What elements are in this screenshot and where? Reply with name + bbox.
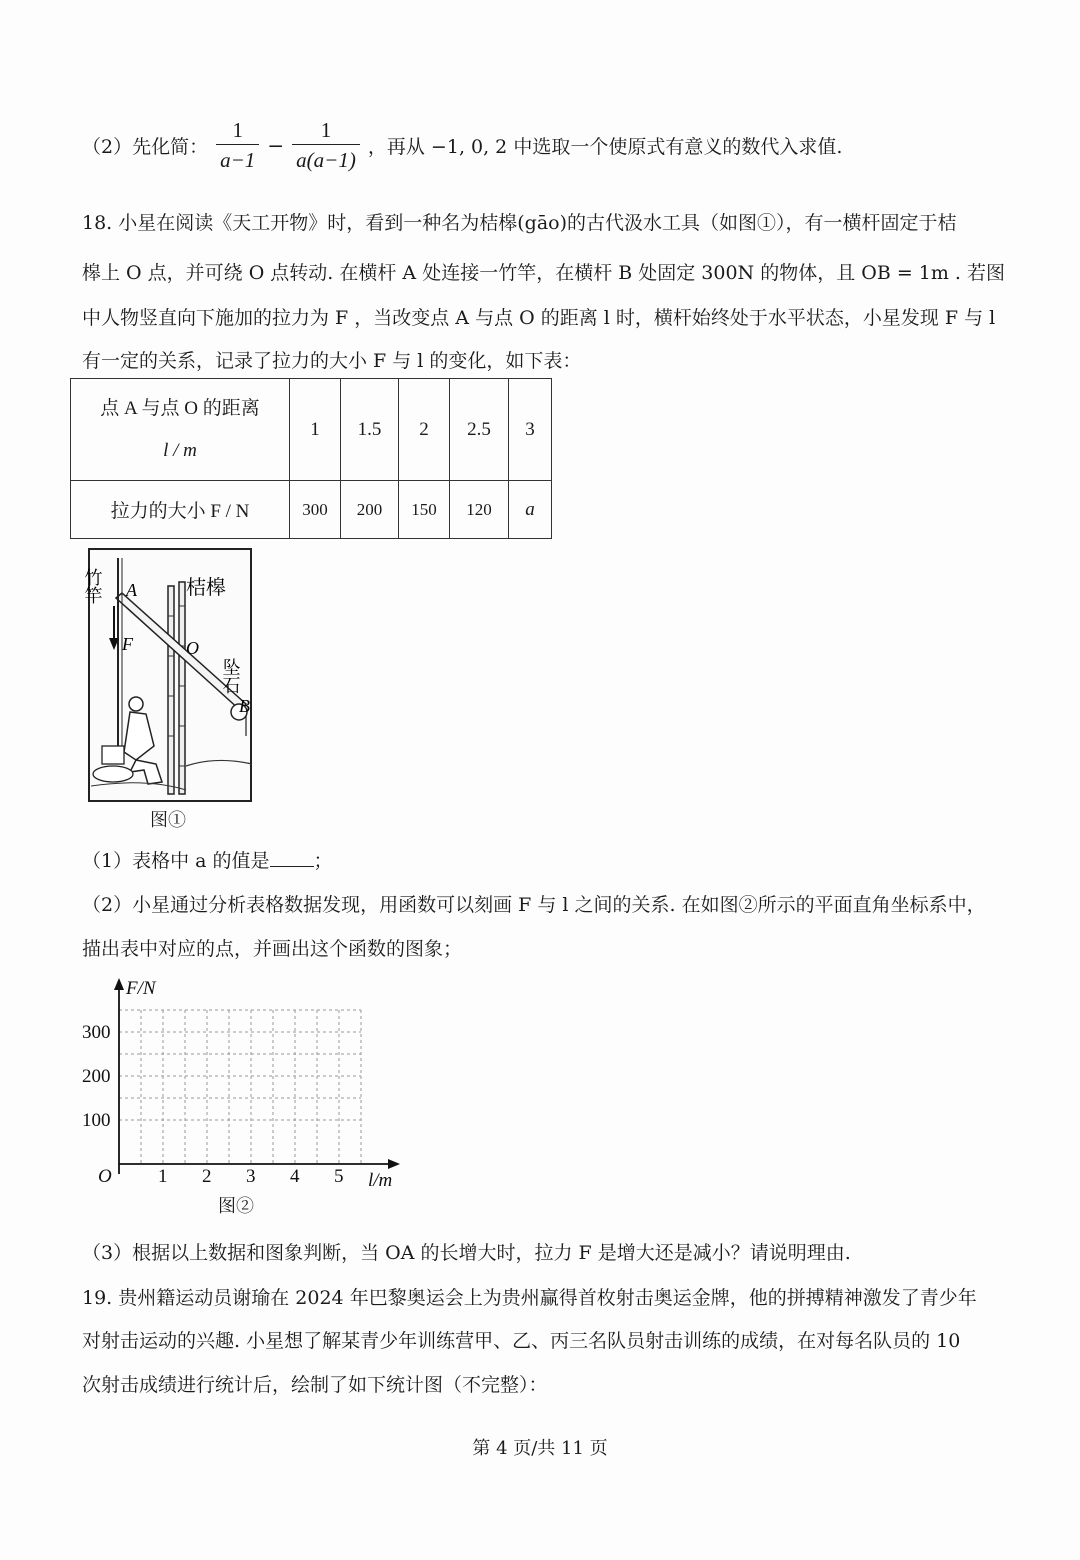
x-tick-label: 3: [246, 1166, 256, 1187]
q18-line-3: 中人物竖直向下施加的拉力为 F ，当改变点 A 与点 O 的距离 l 时，横杆始终处于水平状态，小星发现 F 与 l: [82, 307, 996, 329]
q17-part2: [82, 116, 842, 175]
table-cell: 150: [399, 481, 450, 539]
answer-blank: [270, 848, 314, 867]
origin-label: O: [98, 1166, 112, 1187]
table-row: [71, 481, 552, 539]
page-number: 第 4 页/共 11 页: [472, 1438, 608, 1459]
table-cell: a: [509, 481, 552, 539]
table-cell: 1: [290, 379, 341, 481]
q17-suffix: ，再从 −1, 0, 2 中选取一个使原式有意义的数代入求值.: [367, 136, 843, 158]
y-tick-label: 100: [82, 1110, 111, 1131]
figure-2-coordinate-grid: [76, 972, 416, 1191]
data-table: [70, 378, 552, 539]
q17-prefix: （2）先化简：: [82, 136, 209, 158]
figure-2-caption: 图②: [218, 1196, 254, 1217]
post-right: [179, 582, 185, 794]
label-bamboo-pole: 竹竿: [81, 568, 103, 604]
table-header-line1: 点 A 与点 O 的距离: [100, 397, 260, 419]
q18-sub3: （3）根据以上数据和图象判断，当 OA 的长增大时，拉力 F 是增大还是减小？请说明理由.: [82, 1242, 851, 1264]
table-cell: 3: [509, 379, 552, 481]
q19-line-2: 对射击运动的兴趣. 小星想了解某青少年训练营甲、乙、丙三名队员射击训练的成绩，在对每名队员的 10: [82, 1330, 961, 1352]
minus-sign: −: [267, 133, 285, 158]
q18-line-1: 18. 小星在阅读《天工开物》时，看到一种名为桔槔(gāo)的古代汲水工具（如图①），有一横杆固定于桔: [82, 212, 957, 234]
q18-sub2-line1: （2）小星通过分析表格数据发现，用函数可以刻画 F 与 l 之间的关系. 在如图②所示的平面直角坐标系中，: [82, 894, 986, 916]
x-axis-label: l/m: [368, 1170, 393, 1191]
q19-line-3: 次射击成绩进行统计后，绘制了如下统计图（不完整）：: [82, 1374, 548, 1396]
q18-sub1-text: （1）表格中 a 的值是: [82, 850, 270, 872]
label-A: A: [126, 580, 137, 600]
fraction-1-denominator: a−1: [220, 148, 256, 172]
table-header-force: 拉力的大小 F / N: [71, 481, 290, 539]
x-tick-label: 4: [290, 1166, 300, 1187]
q18-line-2: 槔上 O 点，并可绕 O 点转动. 在横杆 A 处连接一竹竿，在横杆 B 处固定 300N 的物体，且 OB = 1m . 若图: [82, 262, 1006, 284]
table-cell: 2: [399, 379, 450, 481]
x-tick-label: 2: [202, 1166, 212, 1187]
x-tick-label: 5: [334, 1166, 344, 1187]
q18-sub2-line2: 描出表中对应的点，并画出这个函数的图象；: [82, 938, 463, 960]
table-cell: 120: [450, 481, 509, 539]
q19-line-1: 19. 贵州籍运动员谢瑜在 2024 年巴黎奥运会上为贵州赢得首枚射击奥运金牌，他的拼搏精神激发了青少年: [82, 1287, 977, 1309]
y-tick-label: 300: [82, 1022, 111, 1043]
post-left: [168, 586, 174, 794]
q18-sub1-end: ；: [313, 850, 333, 872]
table-cell: 300: [290, 481, 341, 539]
table-header-distance: [71, 379, 290, 481]
label-B: B: [239, 696, 250, 716]
q18-sub1: [82, 846, 333, 873]
table-cell: 200: [341, 481, 399, 539]
fraction-2-numerator: 1: [292, 116, 360, 145]
fraction-2: [292, 116, 360, 175]
grid-lines: [119, 1010, 361, 1164]
table-cell: 2.5: [450, 379, 509, 481]
label-O: O: [186, 638, 199, 658]
x-tick-label: 1: [158, 1166, 168, 1187]
label-stone: 坠石: [219, 658, 241, 694]
label-gaogao: 桔槔: [186, 575, 226, 599]
figure-1-caption: 图①: [150, 810, 186, 831]
x-axis-arrow: [388, 1159, 400, 1169]
fraction-2-denominator: a(a−1): [296, 148, 356, 172]
figure-1-illustration: [81, 546, 256, 806]
table-row: [71, 379, 552, 481]
fraction-1-numerator: 1: [216, 116, 259, 145]
y-axis-arrow: [114, 978, 124, 990]
label-F: F: [122, 634, 133, 654]
y-axis-label: F/N: [126, 978, 156, 999]
table-header-line2: l / m: [163, 439, 197, 461]
y-tick-label: 200: [82, 1066, 111, 1087]
q18-line-4: 有一定的关系，记录了拉力的大小 F 与 l 的变化，如下表：: [82, 350, 582, 372]
fraction-1: [216, 116, 259, 175]
table-cell: 1.5: [341, 379, 399, 481]
